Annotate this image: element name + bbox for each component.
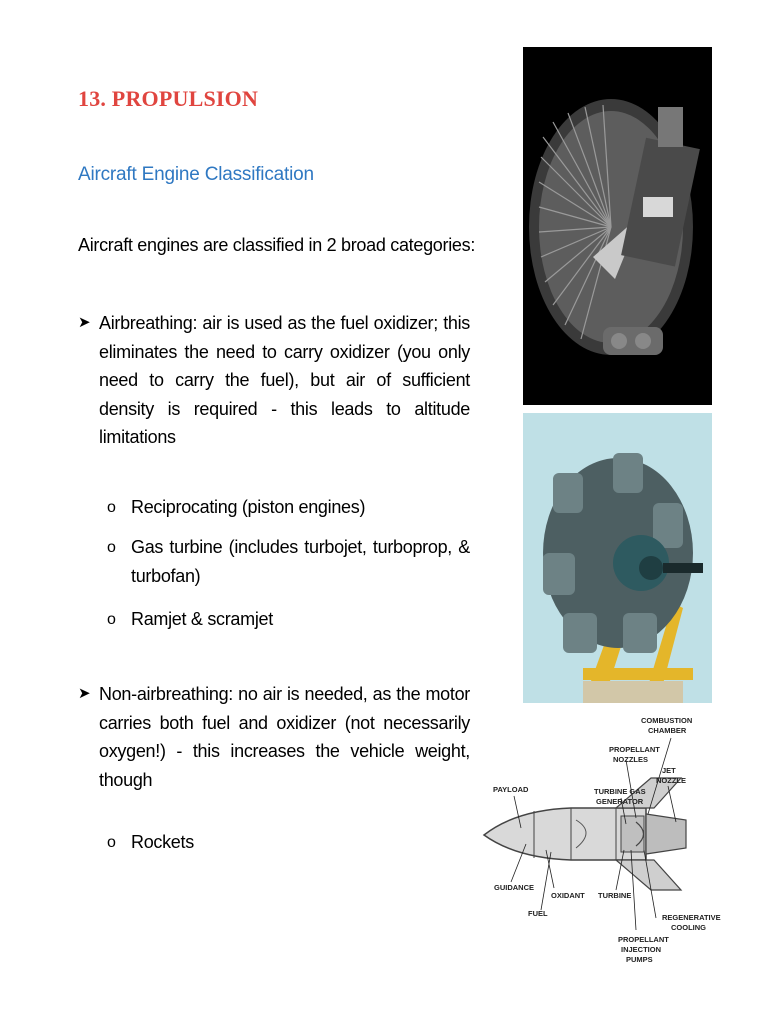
circle-bullet-icon: o — [107, 611, 116, 628]
label-combustion-chamber-1: COMBUSTION — [641, 716, 693, 725]
arrow-bullet-icon: ➤ — [78, 685, 91, 702]
label-propellant-nozzles-2: NOZZLES — [613, 755, 648, 764]
subitem-text: Gas turbine (includes turbojet, turboprop, & turbofan) — [131, 537, 470, 586]
bullet-text: Airbreathing: air is used as the fuel oxidizer; this eliminates the need to carry oxidizer (you only need to carry the fuel), but air of sufficient density is required - this leads to altitude limitations — [99, 313, 470, 447]
circle-bullet-icon: o — [107, 499, 116, 516]
bullet-airbreathing — [78, 309, 470, 452]
intro-text: Aircraft engines are classified in 2 broad categories: — [78, 235, 476, 255]
arrow-bullet-icon: ➤ — [78, 314, 91, 331]
label-jet-nozzle-1: JET — [662, 766, 676, 775]
bullet-text: Non-airbreathing: no air is needed, as the motor carries both fuel and oxidizer (not necessarily oxygen!) - this increases the vehicle weight, though — [99, 684, 470, 790]
label-turbine-gas-generator-1: TURBINE GAS — [594, 787, 646, 796]
label-regenerative-cooling-2: COOLING — [671, 923, 706, 932]
circle-bullet-icon: o — [107, 539, 116, 556]
bullet-non-airbreathing — [78, 680, 470, 794]
subitem-text: Reciprocating (piston engines) — [131, 497, 366, 517]
rocket-diagram — [476, 710, 721, 980]
label-payload: PAYLOAD — [493, 785, 529, 794]
page-title: 13. PROPULSION — [78, 86, 259, 111]
subitem — [107, 828, 470, 857]
subitem — [107, 605, 470, 634]
label-propellant-injection-pumps-1: PROPELLANT — [618, 935, 669, 944]
label-oxidant: OXIDANT — [551, 891, 585, 900]
label-guidance: GUIDANCE — [494, 883, 535, 892]
label-turbine-gas-generator-2: GENERATOR — [596, 797, 644, 806]
turbofan-engine-image — [523, 47, 712, 405]
section-heading: Aircraft Engine Classification — [78, 164, 314, 185]
label-propellant-nozzles-1: PROPELLANT — [609, 745, 660, 754]
label-jet-nozzle-2: NOZZLE — [656, 776, 686, 785]
label-combustion-chamber-2: CHAMBER — [648, 726, 687, 735]
label-turbine: TURBINE — [598, 891, 632, 900]
subitem — [107, 533, 470, 590]
label-propellant-injection-pumps-3: PUMPS — [626, 955, 653, 964]
radial-piston-engine-image — [523, 413, 712, 703]
label-propellant-injection-pumps-2: INJECTION — [621, 945, 662, 954]
subitem — [107, 493, 470, 522]
subitem-text: Ramjet & scramjet — [131, 609, 273, 629]
circle-bullet-icon: o — [107, 834, 116, 851]
label-fuel: FUEL — [528, 909, 548, 918]
subitem-text: Rockets — [131, 832, 194, 852]
label-regenerative-cooling-1: REGENERATIVE — [662, 913, 721, 922]
